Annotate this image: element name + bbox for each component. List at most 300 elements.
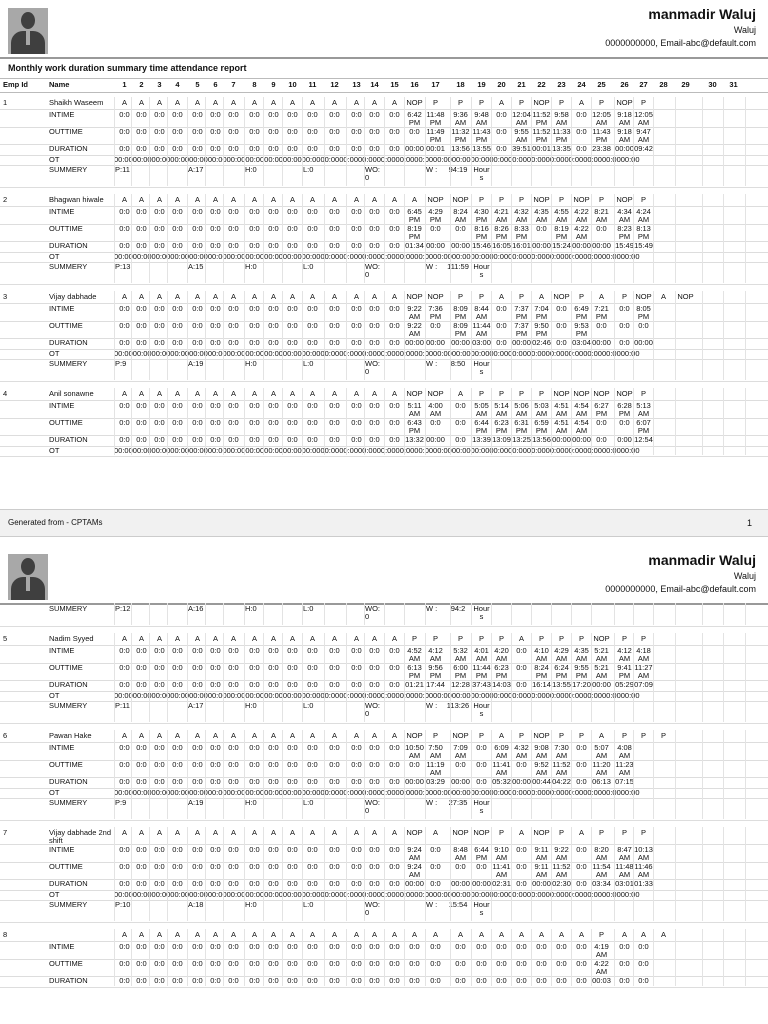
ot-values: 00:0000:0000:0000:0000:0000:0000:0000:0000:0000:0000:0000:0000:0000:0000:0000:0000:0000:0000:0000:0000:0000:0000:0000:0000:0000:0000:0000:00 bbox=[114, 891, 640, 899]
duration-cell: 0:0 bbox=[369, 436, 380, 444]
outtime-cell: 0:0 bbox=[556, 960, 567, 968]
duration-cell: 0:0 bbox=[249, 242, 260, 250]
duration-cell: 0:0 bbox=[119, 681, 130, 689]
intime-cell: 0:0 bbox=[389, 846, 400, 854]
outtime-cell: 0:0 bbox=[287, 419, 298, 427]
status-cell: NOP bbox=[427, 293, 444, 301]
duration-cell: 0:0 bbox=[307, 681, 318, 689]
column-divider bbox=[511, 97, 512, 186]
column-divider bbox=[346, 633, 347, 722]
intime-cell: 0:0 bbox=[192, 111, 203, 119]
intime-cell: 0:0 bbox=[307, 744, 318, 752]
column-divider bbox=[425, 827, 426, 921]
intime-cell: 0:0 bbox=[172, 208, 183, 216]
duration-cell: 0:0 bbox=[576, 778, 587, 786]
user-avatar-icon bbox=[8, 8, 48, 54]
status-cell: A bbox=[371, 931, 377, 939]
column-divider bbox=[702, 827, 703, 921]
intime-cell: 7:09 AM bbox=[453, 744, 468, 760]
status-cell: A bbox=[411, 196, 417, 204]
column-divider bbox=[302, 194, 303, 283]
outtime-cell: 0:0 bbox=[119, 761, 130, 769]
row-label: DURATION bbox=[49, 880, 88, 888]
col-header-day: 24 bbox=[577, 81, 586, 89]
outtime-cell: 6:24 PM bbox=[554, 664, 569, 680]
intime-cell: 0:0 bbox=[369, 943, 380, 951]
intime-cell: 0:0 bbox=[154, 846, 165, 854]
intime-cell: 0:0 bbox=[154, 402, 165, 410]
intime-cell: 0:0 bbox=[249, 111, 260, 119]
column-divider bbox=[591, 291, 592, 380]
outtime-cell: 0:0 bbox=[619, 322, 630, 330]
duration-cell: 23:38 bbox=[592, 145, 611, 153]
intime-cell: 0:0 bbox=[249, 943, 260, 951]
duration-cell: 0:0 bbox=[192, 880, 203, 888]
outtime-cell: 0:0 bbox=[210, 225, 221, 233]
intime-cell: 0:0 bbox=[430, 846, 441, 854]
column-divider bbox=[404, 827, 405, 921]
intime-cell: 0:0 bbox=[210, 305, 221, 313]
column-divider bbox=[633, 633, 634, 722]
column-divider bbox=[450, 97, 451, 186]
column-divider bbox=[364, 929, 365, 986]
duration-cell: 00:00 bbox=[451, 880, 470, 888]
outtime-cell: 6:43 PM bbox=[407, 419, 422, 435]
emp-id: 2 bbox=[3, 196, 8, 204]
duration-cell: 0:0 bbox=[369, 681, 380, 689]
status-cell: P bbox=[640, 196, 646, 204]
summary-work-label: W : bbox=[426, 901, 438, 909]
column-divider bbox=[324, 388, 325, 455]
summary-absent: A:17 bbox=[188, 166, 204, 174]
duration-cell: 0:0 bbox=[287, 145, 298, 153]
outtime-cell: 0:0 bbox=[329, 322, 340, 330]
status-cell: A bbox=[371, 635, 377, 643]
outtime-cell: 0:0 bbox=[249, 322, 260, 330]
status-cell: A bbox=[309, 829, 315, 837]
col-header-day: 13 bbox=[352, 81, 361, 89]
summary-weekoff: WO: 0 bbox=[365, 605, 380, 621]
summary-hours-unit: Hours bbox=[473, 263, 490, 279]
status-cell: A bbox=[121, 293, 127, 301]
column-divider bbox=[263, 291, 264, 380]
column-divider bbox=[571, 929, 572, 986]
intime-cell: 0:0 bbox=[430, 943, 441, 951]
outtime-cell: 9:56 PM bbox=[428, 664, 443, 680]
status-cell: NOP bbox=[406, 829, 423, 837]
duration-cell: 0:0 bbox=[496, 145, 507, 153]
column-divider bbox=[491, 929, 492, 986]
duration-cell: 00:00 bbox=[405, 880, 424, 888]
outtime-cell: 11:23 AM bbox=[615, 761, 634, 777]
column-divider bbox=[364, 291, 365, 380]
status-cell: A bbox=[391, 196, 397, 204]
summary-weekoff: WO: 0 bbox=[365, 263, 380, 279]
column-divider bbox=[282, 603, 283, 625]
summary-leave: L:0 bbox=[303, 901, 314, 909]
col-header-day: 14 bbox=[370, 81, 379, 89]
intime-cell: 0:0 bbox=[351, 111, 362, 119]
duration-cell: 13:39 bbox=[472, 436, 491, 444]
duration-cell: 0:0 bbox=[249, 778, 260, 786]
outtime-cell: 8:16 PM bbox=[474, 225, 489, 241]
column-divider bbox=[282, 633, 283, 722]
column-divider bbox=[223, 291, 224, 380]
row-label: OT bbox=[49, 156, 60, 164]
col-header-day: 30 bbox=[708, 81, 717, 89]
summary-hours-unit: Hours bbox=[473, 799, 490, 815]
column-divider bbox=[571, 730, 572, 819]
duration-cell: 0:0 bbox=[329, 880, 340, 888]
column-divider bbox=[531, 388, 532, 455]
column-divider bbox=[302, 633, 303, 722]
row-divider bbox=[0, 626, 768, 627]
duration-cell: 13:56 bbox=[532, 436, 551, 444]
duration-cell: 0:0 bbox=[455, 436, 466, 444]
intime-cell: 5:13 AM bbox=[636, 402, 651, 418]
outtime-cell: 0:0 bbox=[172, 863, 183, 871]
emp-name: Bhagwan hiwale bbox=[49, 196, 104, 204]
status-cell: P bbox=[640, 390, 646, 398]
outtime-cell: 0:0 bbox=[307, 128, 318, 136]
outtime-cell: 0:0 bbox=[154, 225, 165, 233]
column-divider bbox=[404, 291, 405, 380]
column-divider bbox=[425, 633, 426, 722]
duration-cell: 0:0 bbox=[307, 339, 318, 347]
summary-hours-unit: Hours bbox=[473, 605, 490, 621]
status-cell: A bbox=[331, 829, 337, 837]
duration-cell: 02:30 bbox=[552, 880, 571, 888]
status-cell: A bbox=[309, 99, 315, 107]
duration-cell: 13:35 bbox=[552, 145, 571, 153]
duration-cell: 0:0 bbox=[119, 880, 130, 888]
intime-cell: 6:09 AM bbox=[494, 744, 509, 760]
intime-cell: 0:0 bbox=[268, 305, 279, 313]
outtime-cell: 0:0 bbox=[192, 960, 203, 968]
column-divider bbox=[675, 97, 676, 186]
intime-cell: 0:0 bbox=[329, 744, 340, 752]
column-divider bbox=[653, 929, 654, 986]
status-cell: NOP bbox=[427, 390, 444, 398]
column-divider bbox=[223, 603, 224, 625]
intime-cell: 0:0 bbox=[287, 111, 298, 119]
column-divider bbox=[531, 194, 532, 283]
duration-cell: 0:0 bbox=[228, 436, 239, 444]
status-cell: P bbox=[598, 196, 604, 204]
column-divider bbox=[263, 97, 264, 186]
outtime-cell: 0:0 bbox=[369, 225, 380, 233]
column-divider bbox=[471, 194, 472, 283]
column-divider bbox=[114, 194, 115, 283]
status-cell: NOP bbox=[452, 829, 469, 837]
duration-cell: 0:0 bbox=[192, 145, 203, 153]
row-label: INTIME bbox=[49, 402, 75, 410]
status-cell: A bbox=[230, 829, 236, 837]
status-cell: A bbox=[331, 196, 337, 204]
outtime-cell: 6:07 PM bbox=[636, 419, 651, 435]
duration-cell: 00:00 bbox=[426, 339, 445, 347]
intime-cell: 0:0 bbox=[154, 208, 165, 216]
outtime-cell: 0:0 bbox=[154, 322, 165, 330]
outtime-cell: 0:0 bbox=[287, 761, 298, 769]
outtime-cell: 11:19 AM bbox=[426, 761, 445, 777]
outtime-cell: 11:32 PM bbox=[451, 128, 470, 144]
duration-cell: 0:0 bbox=[287, 339, 298, 347]
duration-cell: 0:0 bbox=[516, 681, 527, 689]
column-divider bbox=[745, 603, 746, 625]
column-divider bbox=[723, 730, 724, 819]
status-cell: NOP bbox=[406, 99, 423, 107]
column-divider bbox=[551, 291, 552, 380]
column-divider bbox=[571, 291, 572, 380]
duration-cell: 0:0 bbox=[136, 977, 147, 985]
outtime-cell: 0:0 bbox=[210, 761, 221, 769]
column-divider bbox=[745, 388, 746, 455]
summary-work-label: W : bbox=[426, 360, 438, 368]
intime-cell: 0:0 bbox=[268, 744, 279, 752]
column-divider bbox=[633, 194, 634, 283]
summary-hours: 8:50 bbox=[450, 360, 466, 368]
duration-cell: 00:00 bbox=[512, 778, 531, 786]
summary-holiday: H:0 bbox=[245, 166, 257, 174]
emp-name: Pawan Hake bbox=[49, 732, 92, 740]
duration-cell: 0:0 bbox=[172, 977, 183, 985]
outtime-cell: 0:0 bbox=[369, 863, 380, 871]
ot-values: 00:0000:0000:0000:0000:0000:0000:0000:0000:0000:0000:0000:0000:0000:0000:0000:0000:0000:0000:0000:0000:0000:0000:0000:0000:0000:0000:0000:00 bbox=[114, 156, 640, 164]
column-divider bbox=[450, 194, 451, 283]
outtime-cell: 0:0 bbox=[228, 960, 239, 968]
intime-cell: 4:54 AM bbox=[574, 402, 589, 418]
status-cell: A bbox=[138, 829, 144, 837]
column-divider bbox=[675, 291, 676, 380]
outtime-cell: 0:0 bbox=[307, 863, 318, 871]
column-divider bbox=[614, 388, 615, 455]
intime-cell: 0:0 bbox=[369, 111, 380, 119]
emp-name: Vijay dabhade 2nd shift bbox=[49, 829, 111, 845]
column-divider bbox=[205, 97, 206, 186]
intime-cell: 0:0 bbox=[329, 647, 340, 655]
duration-cell: 15:46 bbox=[472, 242, 491, 250]
column-divider bbox=[745, 929, 746, 986]
duration-cell: 0:0 bbox=[389, 880, 400, 888]
status-cell: A bbox=[230, 99, 236, 107]
status-cell: P bbox=[411, 635, 417, 643]
status-cell: A bbox=[174, 732, 180, 740]
duration-cell: 0:0 bbox=[351, 436, 362, 444]
duration-cell: 03:34 bbox=[592, 880, 611, 888]
intime-cell: 9:48 AM bbox=[474, 111, 489, 127]
status-cell: A bbox=[156, 829, 162, 837]
outtime-cell: 0:0 bbox=[228, 761, 239, 769]
intime-cell: 4:10 AM bbox=[534, 647, 549, 663]
column-divider bbox=[263, 929, 264, 986]
status-cell: A bbox=[640, 931, 646, 939]
ot-values: 00:0000:0000:0000:0000:0000:0000:0000:0000:0000:0000:0000:0000:0000:0000:0000:0000:0000:0000:0000:0000:0000:0000:0000:0000:0000:0000:0000:00 bbox=[114, 789, 640, 797]
duration-cell: 0:0 bbox=[307, 880, 318, 888]
page-number: 1 bbox=[746, 518, 752, 528]
duration-cell: 15:49 bbox=[615, 242, 634, 250]
column-divider bbox=[364, 827, 365, 921]
intime-cell: 12:04 AM bbox=[512, 111, 531, 127]
status-cell: A bbox=[578, 931, 584, 939]
duration-cell: 0:0 bbox=[476, 977, 487, 985]
duration-cell: 0:0 bbox=[576, 880, 587, 888]
duration-cell: 0:0 bbox=[329, 436, 340, 444]
summary-present: P:9 bbox=[115, 799, 127, 807]
duration-cell: 0:0 bbox=[210, 242, 221, 250]
duration-cell: 0:0 bbox=[596, 436, 607, 444]
summary-leave: L:0 bbox=[303, 263, 314, 271]
column-divider bbox=[324, 194, 325, 283]
intime-cell: 0:0 bbox=[369, 305, 380, 313]
row-label: OUTTIME bbox=[49, 128, 83, 136]
outtime-cell: 0:0 bbox=[369, 960, 380, 968]
intime-cell: 0:0 bbox=[192, 208, 203, 216]
column-divider bbox=[425, 388, 426, 455]
duration-cell: 0:0 bbox=[210, 339, 221, 347]
column-divider bbox=[591, 194, 592, 283]
emp-id: 8 bbox=[3, 931, 8, 939]
duration-cell: 0:0 bbox=[192, 681, 203, 689]
column-divider bbox=[114, 603, 115, 625]
column-divider bbox=[551, 929, 552, 986]
column-divider bbox=[511, 194, 512, 283]
duration-cell: 0:0 bbox=[351, 977, 362, 985]
column-divider bbox=[531, 291, 532, 380]
column-divider bbox=[187, 827, 188, 921]
column-divider bbox=[282, 97, 283, 186]
status-cell: A bbox=[289, 829, 295, 837]
column-divider bbox=[591, 603, 592, 625]
duration-cell: 0:0 bbox=[210, 681, 221, 689]
outtime-cell: 0:0 bbox=[192, 863, 203, 871]
outtime-cell: 0:0 bbox=[389, 322, 400, 330]
status-cell: A bbox=[391, 635, 397, 643]
duration-cell: 0:0 bbox=[351, 880, 362, 888]
intime-cell: 0:0 bbox=[307, 111, 318, 119]
company-contact: 0000000000, Email-abc@default.com bbox=[605, 584, 756, 594]
outtime-cell: 0:0 bbox=[430, 960, 441, 968]
summary-hours-unit: Hours bbox=[473, 166, 490, 182]
summary-label: SUMMERY bbox=[49, 901, 88, 909]
column-divider bbox=[633, 97, 634, 186]
intime-cell: 0:0 bbox=[192, 744, 203, 752]
status-cell: A bbox=[174, 99, 180, 107]
duration-cell: 05:29 bbox=[615, 681, 634, 689]
status-cell: A bbox=[138, 931, 144, 939]
duration-cell: 0:0 bbox=[369, 339, 380, 347]
column-divider bbox=[364, 633, 365, 722]
column-divider bbox=[551, 633, 552, 722]
intime-cell: 8:47 AM bbox=[617, 846, 632, 862]
col-header-day: 4 bbox=[175, 81, 180, 89]
outtime-cell: 0:0 bbox=[307, 225, 318, 233]
status-cell: A bbox=[212, 99, 218, 107]
outtime-cell: 0:0 bbox=[210, 664, 221, 672]
duration-cell: 0:0 bbox=[192, 242, 203, 250]
status-cell: NOP bbox=[635, 293, 652, 301]
duration-cell: 0:0 bbox=[192, 436, 203, 444]
row-divider bbox=[0, 187, 768, 188]
row-divider bbox=[0, 922, 768, 923]
duration-cell: 0:0 bbox=[369, 778, 380, 786]
duration-cell: 0:0 bbox=[119, 339, 130, 347]
outtime-cell: 8:24 PM bbox=[534, 664, 549, 680]
column-divider bbox=[591, 929, 592, 986]
outtime-cell: 0:0 bbox=[228, 419, 239, 427]
summary-present: P:11 bbox=[115, 166, 130, 174]
column-divider bbox=[491, 603, 492, 625]
intime-cell: 0:0 bbox=[136, 846, 147, 854]
intime-cell: 0:0 bbox=[192, 305, 203, 313]
intime-cell: 0:0 bbox=[329, 305, 340, 313]
column-divider bbox=[471, 827, 472, 921]
col-header-day: 19 bbox=[477, 81, 486, 89]
ot-values: 00:0000:0000:0000:0000:0000:0000:0000:0000:0000:0000:0000:0000:0000:0000:0000:0000:0000:0000:0000:0000:0000:0000:0000:0000:0000:0000:0000:00 bbox=[114, 447, 640, 455]
intime-cell: 0:0 bbox=[210, 846, 221, 854]
status-cell: P bbox=[432, 635, 438, 643]
outtime-cell: 0:0 bbox=[119, 322, 130, 330]
duration-cell: 13:55 bbox=[552, 681, 571, 689]
column-divider bbox=[404, 633, 405, 722]
intime-cell: 0:0 bbox=[249, 208, 260, 216]
intime-cell: 0:0 bbox=[119, 305, 130, 313]
column-divider bbox=[404, 929, 405, 986]
outtime-cell: 0:0 bbox=[389, 128, 400, 136]
column-divider bbox=[723, 97, 724, 186]
row-divider bbox=[0, 820, 768, 821]
duration-cell: 0:0 bbox=[619, 977, 630, 985]
row-divider bbox=[0, 723, 768, 724]
duration-cell: 0:0 bbox=[287, 242, 298, 250]
column-divider bbox=[551, 603, 552, 625]
intime-cell: 4:21 AM bbox=[494, 208, 509, 224]
intime-cell: 4:29 AM bbox=[554, 647, 569, 663]
column-divider bbox=[551, 194, 552, 283]
intime-cell: 0:0 bbox=[351, 402, 362, 410]
column-divider bbox=[511, 929, 512, 986]
intime-cell: 7:36 PM bbox=[428, 305, 443, 321]
status-cell: A bbox=[230, 293, 236, 301]
intime-cell: 0:0 bbox=[369, 402, 380, 410]
summary-present: P:13 bbox=[115, 263, 131, 271]
outtime-cell: 6:44 PM bbox=[474, 419, 489, 435]
intime-cell: 0:0 bbox=[228, 402, 239, 410]
column-divider bbox=[244, 633, 245, 722]
status-cell: A bbox=[391, 732, 397, 740]
duration-cell: 39:51 bbox=[512, 145, 531, 153]
duration-cell: 0:0 bbox=[210, 145, 221, 153]
duration-cell: 0:0 bbox=[249, 145, 260, 153]
duration-cell: 13:25 bbox=[512, 436, 531, 444]
outtime-cell: 0:0 bbox=[192, 419, 203, 427]
intime-cell: 0:0 bbox=[287, 402, 298, 410]
duration-cell: 0:0 bbox=[389, 436, 400, 444]
outtime-cell: 0:0 bbox=[619, 960, 630, 968]
intime-cell: 0:0 bbox=[455, 943, 466, 951]
column-divider bbox=[491, 194, 492, 283]
row-label: INTIME bbox=[49, 943, 75, 951]
column-divider bbox=[491, 291, 492, 380]
intime-cell: 0:0 bbox=[268, 846, 279, 854]
intime-cell: 9:24 AM bbox=[407, 846, 422, 862]
outtime-cell: 0:0 bbox=[389, 225, 400, 233]
outtime-cell: 0:0 bbox=[576, 863, 587, 871]
duration-cell: 12:54 bbox=[634, 436, 653, 444]
intime-cell: 5:03 AM bbox=[534, 402, 549, 418]
status-cell: A bbox=[156, 293, 162, 301]
column-divider bbox=[302, 929, 303, 986]
